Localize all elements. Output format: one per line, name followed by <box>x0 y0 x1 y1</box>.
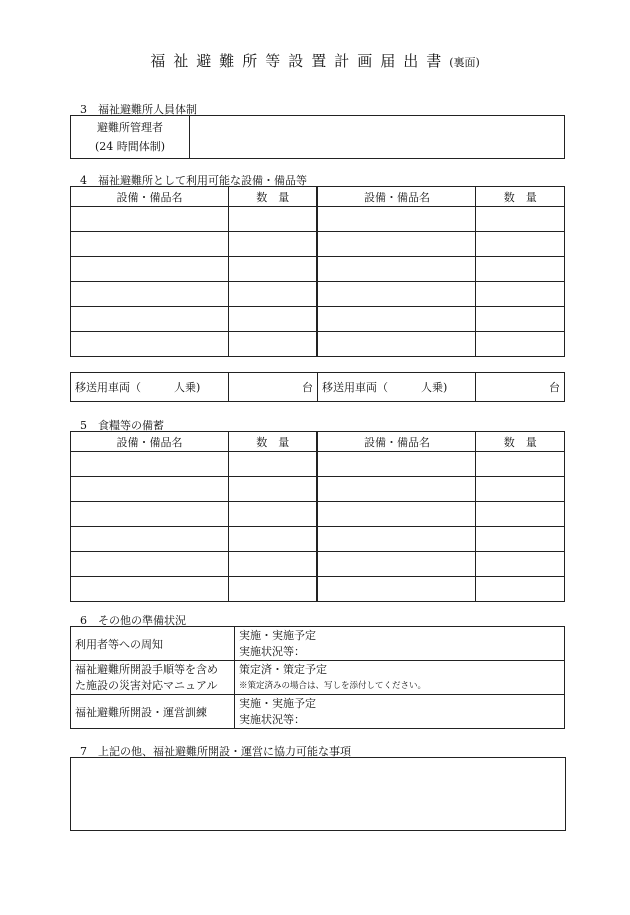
equipment-cell[interactable] <box>228 257 317 282</box>
equipment-cell[interactable] <box>228 207 317 232</box>
equipment-cell[interactable] <box>317 332 475 357</box>
prep-row-manual-value[interactable] <box>235 661 565 695</box>
stockpile-col-name-left: 設備・備品名 <box>71 432 229 452</box>
prep-row-notice-status: 実施・実施予定 <box>239 628 316 642</box>
prep-row-manual-status: 策定済・策定予定 <box>239 662 327 676</box>
equipment-cell[interactable] <box>71 257 229 282</box>
stockpile-cell[interactable] <box>476 502 565 527</box>
other-cooperation-box[interactable] <box>70 757 566 831</box>
title-main: 福祉避難所等設置計画届出書 <box>150 52 450 70</box>
prep-row-manual-label-2: た施設の災害対応マニュアル <box>75 678 218 692</box>
section-5-heading: 5 食糧等の備蓄 <box>80 419 164 432</box>
manager-label-cell <box>71 116 190 159</box>
equipment-cell[interactable] <box>71 307 229 332</box>
equipment-cell[interactable] <box>228 307 317 332</box>
section-4-heading: 4 福祉避難所として利用可能な設備・備品等 <box>80 174 307 187</box>
stockpile-cell[interactable] <box>228 552 317 577</box>
equipment-row <box>71 307 565 332</box>
stockpile-col-qty-left: 数 量 <box>228 432 317 452</box>
equipment-cell[interactable] <box>317 307 475 332</box>
prep-row-drill-label: 福祉避難所開設・運営訓練 <box>71 695 235 729</box>
stockpile-cell[interactable] <box>228 502 317 527</box>
stockpile-row <box>71 527 565 552</box>
stockpile-cell[interactable] <box>476 552 565 577</box>
stockpile-row <box>71 502 565 527</box>
staff-table <box>70 115 565 159</box>
equipment-cell[interactable] <box>228 232 317 257</box>
section-7-heading: 7 上記の他、福祉避難所開設・運営に協力可能な事項 <box>80 745 351 758</box>
stockpile-cell[interactable] <box>71 452 229 477</box>
stockpile-cell[interactable] <box>317 502 475 527</box>
stockpile-cell[interactable] <box>317 577 475 602</box>
stockpile-cell[interactable] <box>476 527 565 552</box>
transport-table <box>70 372 565 402</box>
equipment-col-name-left: 設備・備品名 <box>71 187 229 207</box>
stockpile-table <box>70 431 565 602</box>
equipment-row <box>71 232 565 257</box>
transport-label-right: 移送用車両（ 人乗) <box>317 373 475 402</box>
stockpile-row <box>71 452 565 477</box>
stockpile-cell[interactable] <box>317 527 475 552</box>
manager-label: 避難所管理者 <box>97 121 163 134</box>
stockpile-row <box>71 552 565 577</box>
stockpile-cell[interactable] <box>228 477 317 502</box>
equipment-cell[interactable] <box>228 282 317 307</box>
equipment-cell[interactable] <box>71 207 229 232</box>
stockpile-cell[interactable] <box>317 477 475 502</box>
transport-unit-right[interactable]: 台 <box>476 373 565 402</box>
equipment-col-qty-left: 数 量 <box>228 187 317 207</box>
stockpile-cell[interactable] <box>71 577 229 602</box>
equipment-cell[interactable] <box>317 257 475 282</box>
equipment-cell[interactable] <box>476 257 565 282</box>
equipment-row <box>71 282 565 307</box>
equipment-cell[interactable] <box>228 332 317 357</box>
equipment-cell[interactable] <box>71 282 229 307</box>
prep-row-manual-label <box>71 661 235 695</box>
prep-row-manual-note: ※策定済みの場合は、写しを添付してください。 <box>239 680 427 691</box>
stockpile-col-qty-right: 数 量 <box>476 432 565 452</box>
stockpile-cell[interactable] <box>476 452 565 477</box>
equipment-row <box>71 332 565 357</box>
equipment-cell[interactable] <box>476 207 565 232</box>
stockpile-col-name-right: 設備・備品名 <box>317 432 475 452</box>
stockpile-cell[interactable] <box>71 502 229 527</box>
equipment-cell[interactable] <box>476 307 565 332</box>
prep-row-drill-status: 実施・実施予定 <box>239 696 316 710</box>
equipment-cell[interactable] <box>476 232 565 257</box>
stockpile-cell[interactable] <box>71 527 229 552</box>
prep-row-drill-detail: 実施状況等： <box>239 712 305 726</box>
equipment-row <box>71 207 565 232</box>
stockpile-cell[interactable] <box>71 477 229 502</box>
prep-row-notice-value[interactable] <box>235 627 565 661</box>
prep-row-notice-label: 利用者等への周知 <box>71 627 235 661</box>
manager-input-cell[interactable] <box>190 116 565 159</box>
stockpile-cell[interactable] <box>71 552 229 577</box>
prep-row-manual-label-1: 福祉避難所開設手順等を含め <box>75 662 218 676</box>
stockpile-row <box>71 577 565 602</box>
stockpile-cell[interactable] <box>317 452 475 477</box>
equipment-cell[interactable] <box>476 282 565 307</box>
prep-row-notice-detail: 実施状況等： <box>239 644 305 658</box>
stockpile-cell[interactable] <box>228 577 317 602</box>
equipment-col-name-right: 設備・備品名 <box>317 187 475 207</box>
stockpile-cell[interactable] <box>228 452 317 477</box>
manager-label-hours: (24 時間体制) <box>94 140 166 153</box>
section-6-heading: 6 その他の準備状況 <box>80 614 186 627</box>
stockpile-cell[interactable] <box>317 552 475 577</box>
document-title <box>0 50 630 71</box>
section-3-heading: 3 福祉避難所人員体制 <box>80 103 197 116</box>
equipment-cell[interactable] <box>71 332 229 357</box>
stockpile-cell[interactable] <box>476 577 565 602</box>
transport-unit-left[interactable]: 台 <box>229 373 318 402</box>
title-sub: (裏面) <box>449 56 480 69</box>
equipment-cell[interactable] <box>476 332 565 357</box>
equipment-cell[interactable] <box>317 232 475 257</box>
prep-row-drill-value[interactable] <box>235 695 565 729</box>
equipment-table <box>70 186 565 357</box>
stockpile-cell[interactable] <box>228 527 317 552</box>
equipment-cell[interactable] <box>71 232 229 257</box>
equipment-cell[interactable] <box>317 282 475 307</box>
stockpile-cell[interactable] <box>476 477 565 502</box>
equipment-cell[interactable] <box>317 207 475 232</box>
stockpile-row <box>71 477 565 502</box>
equipment-row <box>71 257 565 282</box>
equipment-col-qty-right: 数 量 <box>476 187 565 207</box>
preparation-table <box>70 626 565 729</box>
transport-label-left: 移送用車両（ 人乗) <box>71 373 229 402</box>
